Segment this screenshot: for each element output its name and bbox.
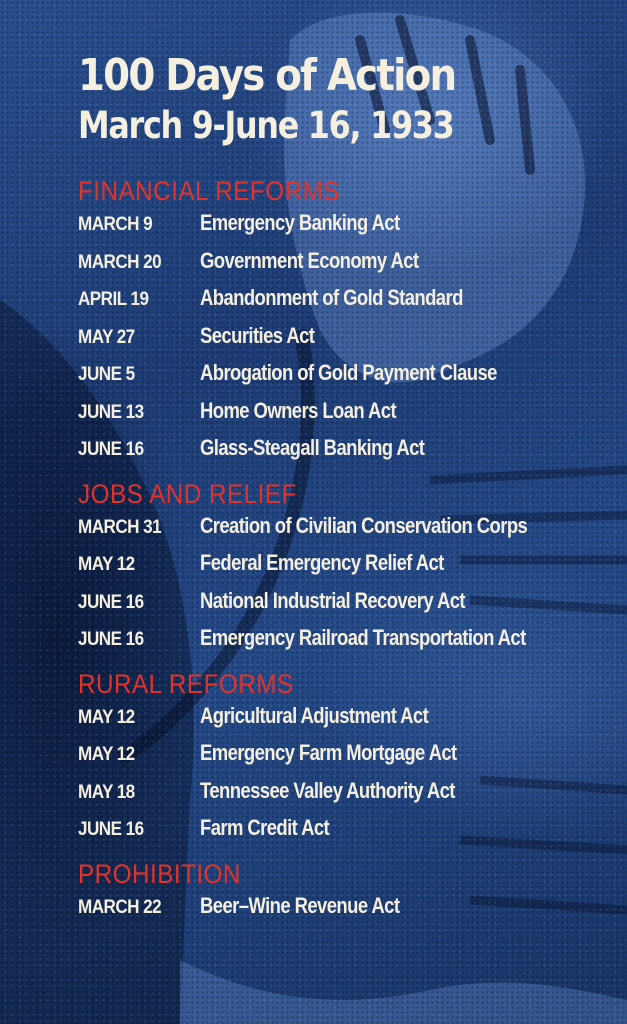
list-item [78, 435, 607, 473]
item-act: Securities Act [200, 322, 315, 348]
item-act: Abandonment of Gold Standard [200, 285, 463, 310]
page-title: 100 Days of Action [78, 50, 456, 101]
item-date: MAY 27 [78, 326, 135, 348]
item-date: APRIL 19 [78, 289, 149, 310]
section-heading: JOBS AND RELIEF [78, 478, 297, 509]
list-item [78, 815, 607, 853]
item-act: Agricultural Adjustment Act [200, 702, 429, 728]
item-date: MAY 12 [78, 706, 135, 728]
item-act: Creation of Civilian Conservation Corps [200, 512, 528, 538]
item-date: MARCH 31 [78, 516, 162, 538]
item-act: Farm Credit Act [200, 815, 330, 840]
item-date: JUNE 16 [78, 591, 144, 613]
item-act: Emergency Railroad Transportation Act [200, 625, 526, 650]
list-item [78, 210, 607, 248]
item-act: Beer–Wine Revenue Act [200, 892, 400, 918]
item-act: Glass-Steagall Banking Act [200, 435, 425, 460]
list-item [78, 740, 607, 778]
list-item [78, 893, 607, 931]
item-act: Government Economy Act [200, 247, 419, 273]
section-rural-reforms [78, 669, 607, 853]
item-act: Emergency Banking Act [200, 210, 400, 235]
item-act: Tennessee Valley Authority Act [200, 777, 455, 803]
item-date: JUNE 13 [78, 401, 144, 423]
list-item [78, 323, 607, 361]
item-date: JUNE 16 [78, 439, 144, 460]
list-item [78, 703, 607, 741]
item-date: MAY 12 [78, 744, 135, 765]
item-act: Abrogation of Gold Payment Clause [200, 360, 497, 385]
item-date: JUNE 16 [78, 629, 144, 650]
section-heading: RURAL REFORMS [78, 668, 294, 699]
item-date: MAY 12 [78, 554, 135, 575]
list-item [78, 398, 607, 436]
item-act: Federal Emergency Relief Act [200, 550, 444, 575]
list-item [78, 360, 607, 398]
item-date: JUNE 16 [78, 819, 144, 840]
list-item [78, 625, 607, 663]
item-act: National Industrial Recovery Act [200, 587, 465, 613]
list-item [78, 550, 607, 588]
list-item [78, 778, 607, 816]
item-date: MAY 18 [78, 781, 135, 803]
list-item [78, 513, 607, 551]
list-item [78, 248, 607, 286]
item-date: JUNE 5 [78, 364, 135, 385]
item-date: MARCH 22 [78, 896, 162, 918]
section-heading: FINANCIAL REFORMS [78, 176, 340, 206]
content [78, 50, 607, 930]
item-act: Emergency Farm Mortgage Act [200, 740, 457, 765]
page-subtitle: March 9-June 16, 1933 [78, 104, 454, 147]
list-item [78, 588, 607, 626]
item-date: MARCH 9 [78, 214, 153, 235]
section-financial-reforms [78, 176, 607, 473]
section-jobs-and-relief [78, 479, 607, 663]
section-heading: PROHIBITION [78, 858, 241, 889]
section-prohibition [78, 859, 607, 931]
list-item [78, 285, 607, 323]
item-date: MARCH 20 [78, 251, 162, 273]
item-act: Home Owners Loan Act [200, 397, 397, 423]
